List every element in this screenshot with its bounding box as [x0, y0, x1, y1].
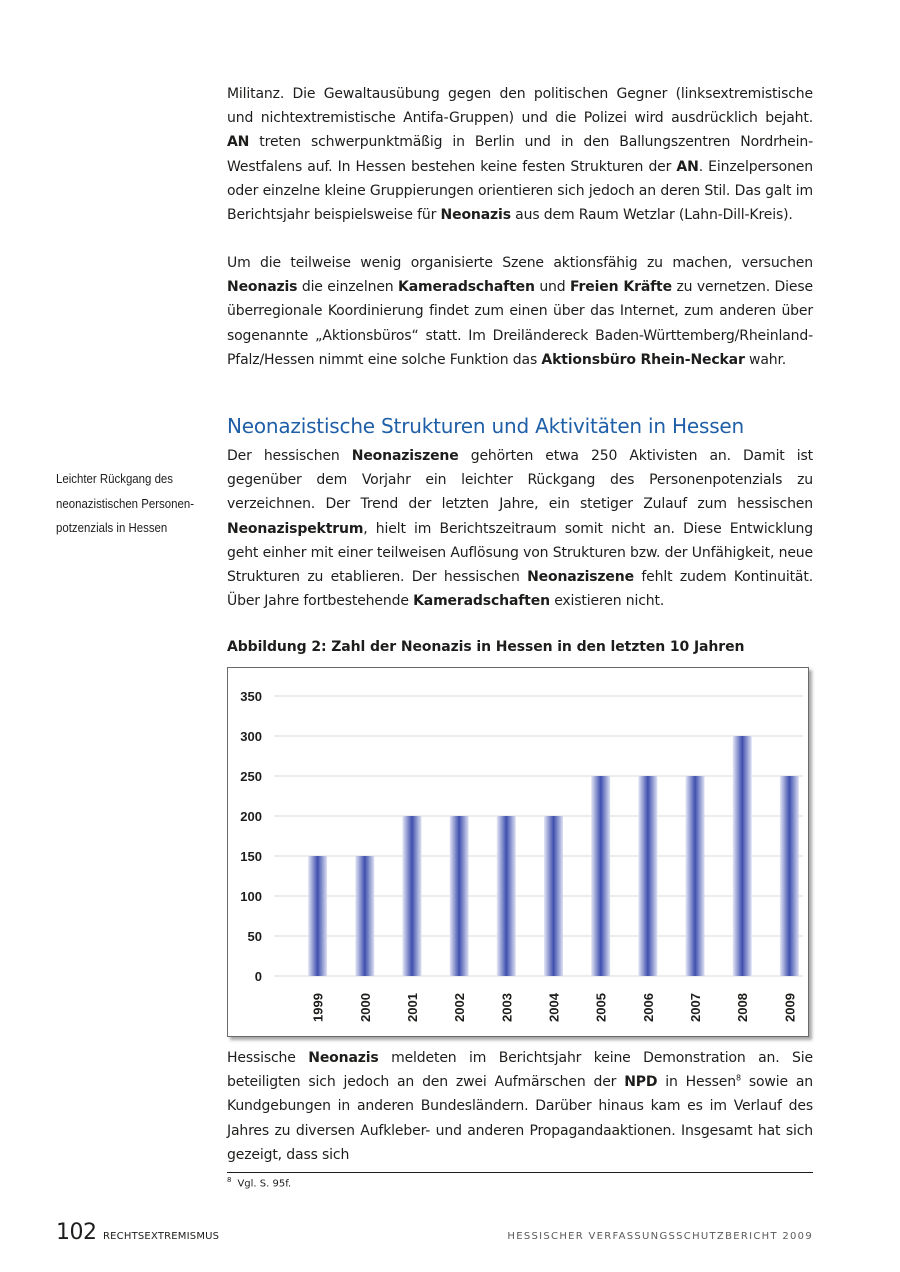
x-tick-label: 2006: [640, 993, 656, 1022]
x-tick-label: 1999: [310, 993, 326, 1022]
footnote-number: 8: [227, 1176, 232, 1184]
paragraph-antifa-an: Militanz. Die Gewaltausübung gegen den politischen Gegner (linksextremistische und nichtextremistische Antifa-Gruppen) und die Polizei wird ausdrücklich bejaht. AN treten schwerpunktmäßig in Berlin und in den Ballungszentren Nordrhein-Westfalens auf. In Hessen bestehen keine festen Strukturen der AN. Einzelpersonen oder einzelne kleine Gruppierungen orientieren sich jedoch an deren Stil. Das galt im Berichtsjahr beispielsweise für Neonazis aus dem Raum Wetzlar (Lahn-Dill-Kreis).: [227, 86, 813, 224]
bar-1999: [308, 856, 327, 976]
footnote-marker[interactable]: 8: [735, 1073, 741, 1083]
section-heading: Neonazistische Strukturen und Aktivitäten in Hessen: [227, 414, 745, 438]
x-tick-label: 2008: [735, 993, 751, 1022]
x-tick-label: 2005: [593, 993, 609, 1022]
x-tick-label: 2009: [782, 993, 798, 1022]
x-tick-label: 2004: [546, 993, 562, 1022]
y-tick-label: 150: [240, 849, 262, 864]
bar-2007: [686, 776, 705, 976]
x-tick-label: 2000: [357, 993, 373, 1022]
footnote: [227, 1176, 291, 1189]
margin-note: [56, 467, 195, 541]
bar-2002: [450, 816, 469, 976]
y-tick-label: 100: [240, 889, 262, 904]
y-tick-label: 0: [254, 969, 262, 984]
x-tick-label: 2001: [404, 993, 420, 1022]
paragraph-vernetzung: Um die teilweise wenig organisierte Szene aktionsfähig zu machen, versuchen Neonazis die einzelnen Kameradschaften und Freien Kräfte zu vernetzen. Diese überregionale Koordinierung findet zum einen über das Internet, zum anderen über sogenannte „Aktionsbüros“ statt. Im Dreiländereck Baden-Württemberg/Rheinland-Pfalz/Hessen nimmt eine solche Funktion das Aktionsbüro Rhein-Neckar wahr.: [227, 255, 813, 368]
footnote-divider: [227, 1172, 813, 1173]
margin-note-line: neonazistischen Personen-: [56, 495, 195, 511]
bar-2009: [780, 776, 799, 976]
bar-2006: [638, 776, 657, 976]
page-number: 102: [56, 1220, 97, 1245]
running-title: HESSISCHER VERFASSUNGSSCHUTZBERICHT 2009: [507, 1231, 813, 1242]
bar-2004: [544, 816, 563, 976]
bar-2005: [591, 776, 610, 976]
y-tick-label: 50: [247, 929, 262, 944]
paragraph-demonstrationen: Hessische Neonazis meldeten im Berichtsjahr keine Demonstration an. Sie beteiligten sich jedoch an den zwei Aufmärschen der NPD in Hessen$^8$ sowie an Kundgebungen in anderen Bundesländern. Darüber hinaus kam es im Verlauf des Jahres zu diversen Aufkleber- und anderen Propagandaaktionen. Insgesamt hat sich gezeigt, dass sich: [227, 1050, 813, 1163]
section-name: RECHTSEXTREMISMUS: [103, 1231, 220, 1242]
y-tick-label: 200: [240, 809, 262, 824]
paragraph-neonaziszene: Der hessischen Neonaziszene gehörten etwa 250 Aktivisten an. Damit ist gegenüber dem Vorjahr ein leichter Rückgang des Personenpotenzials zu verzeichnen. Der Trend der letzten Jahre, ein stetiger Zulauf zum hessischen Neonazispektrum, hielt im Berichtszeitraum somit nicht an. Diese Entwicklung geht einher mit einer teilweisen Auflösung von Strukturen bzw. der Unfähigkeit, neue Strukturen zu etablieren. Der hessischen Neonaziszene fehlt zudem Kontinuität. Über Jahre fortbestehende Kameradschaften existieren nicht.: [227, 448, 813, 610]
bar-2003: [497, 816, 516, 976]
bar-2001: [402, 816, 421, 976]
y-tick-label: 300: [240, 729, 262, 744]
bar-chart: [227, 667, 809, 1037]
bar-chart-svg: [228, 668, 808, 1036]
bar-2000: [355, 856, 374, 976]
footnote-text: Vgl. S. 95f.: [237, 1178, 292, 1190]
x-tick-label: 2002: [452, 993, 468, 1022]
margin-note-line: Leichter Rückgang des: [56, 471, 174, 486]
figure-caption: Abbildung 2: Zahl der Neonazis in Hessen in den letzten 10 Jahren: [227, 639, 745, 655]
y-tick-label: 350: [240, 689, 262, 704]
margin-note-line: potzenzials in Hessen: [56, 520, 168, 535]
x-tick-label: 2003: [499, 993, 515, 1022]
y-tick-label: 250: [240, 769, 262, 784]
x-tick-label: 2007: [688, 993, 704, 1022]
bar-2008: [733, 736, 752, 976]
